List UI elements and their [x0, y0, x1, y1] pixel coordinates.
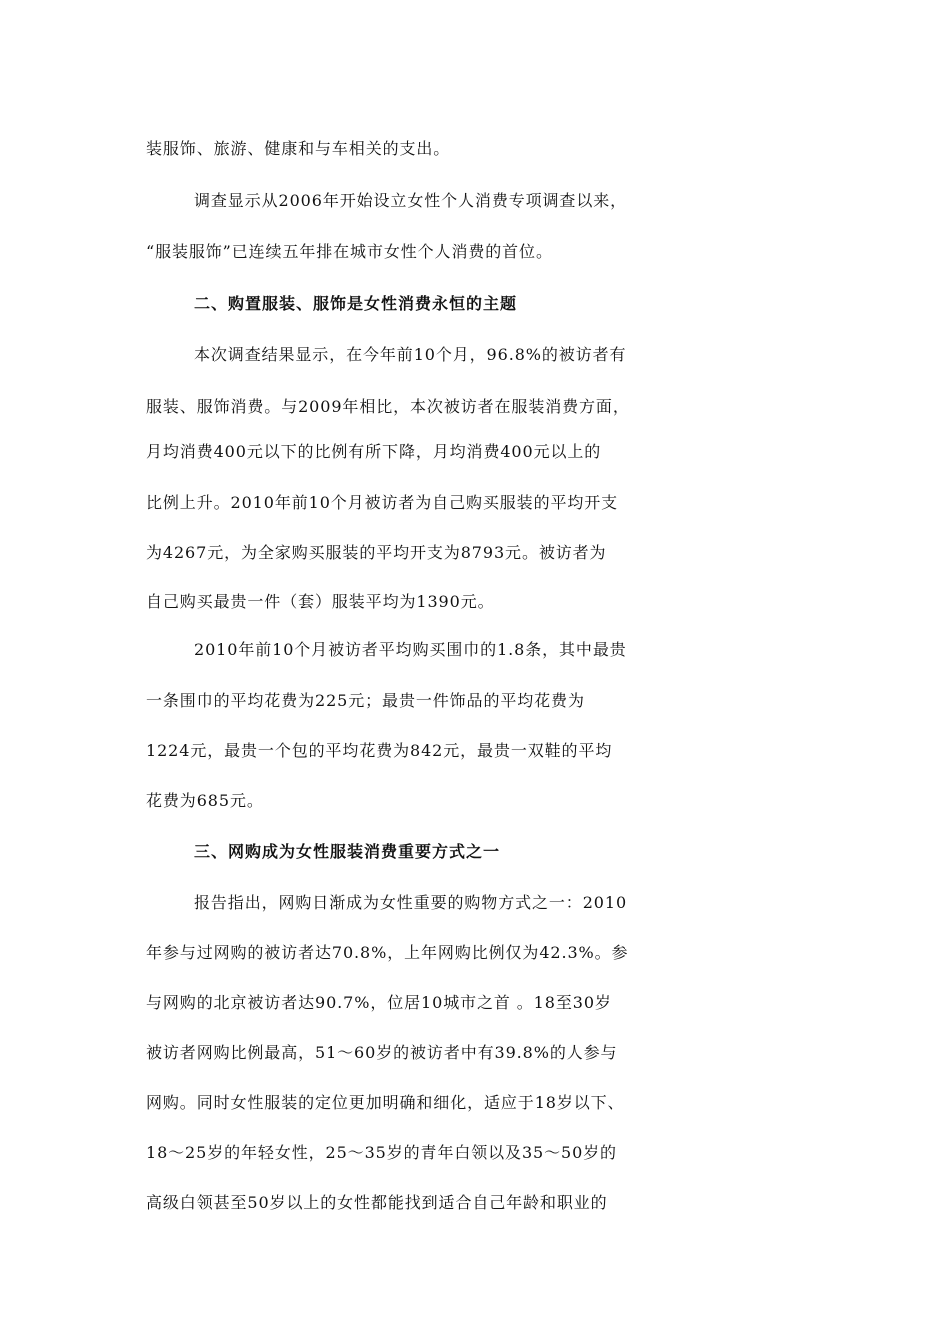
text-line: 花费为685元。 — [146, 791, 264, 810]
text-line: 18～25岁的年轻女性，25～35岁的青年白领以及35～50岁的 — [146, 1143, 617, 1162]
text-line: 服装、服饰消费。与2009年相比，本次被访者在服装消费方面， — [146, 397, 630, 416]
text-line: 1224元，最贵一个包的平均花费为842元，最贵一双鞋的平均 — [146, 741, 613, 760]
paragraph-first-line: 调查显示从2006年开始设立女性个人消费专项调查以来， — [194, 191, 628, 210]
paragraph-first-line: 本次调查结果显示，在今年前10个月，96.8%的被访者有 — [194, 345, 627, 364]
text-line: 与网购的北京被访者达90.7%，位居10城市之首 。18至30岁 — [146, 993, 612, 1012]
text-line: “服装服饰”已连续五年排在城市女性个人消费的首位。 — [146, 242, 553, 261]
section-heading-3: 三、网购成为女性服装消费重要方式之一 — [194, 842, 501, 861]
text-line: 被访者网购比例最高，51～60岁的被访者中有39.8%的人参与 — [146, 1043, 618, 1062]
text-line: 年参与过网购的被访者达70.8%，上年网购比例仅为42.3%。参 — [146, 943, 629, 962]
text-line: 一条围巾的平均花费为225元；最贵一件饰品的平均花费为 — [146, 691, 585, 710]
text-line: 网购。同时女性服装的定位更加明确和细化，适应于18岁以下、 — [146, 1093, 625, 1112]
text-line: 为4267元，为全家购买服装的平均开支为8793元。被访者为 — [146, 543, 607, 562]
paragraph-first-line: 2010年前10个月被访者平均购买围巾的1.8条，其中最贵 — [194, 640, 627, 659]
paragraph-first-line: 报告指出，网购日渐成为女性重要的购物方式之一：2010 — [194, 893, 628, 912]
text-line: 自己购买最贵一件（套）服装平均为1390元。 — [146, 592, 495, 611]
text-line: 装服饰、旅游、健康和与车相关的支出。 — [146, 139, 451, 158]
section-heading-2: 二、购置服装、服饰是女性消费永恒的主题 — [194, 294, 518, 313]
text-line: 月均消费400元以下的比例有所下降，月均消费400元以上的 — [146, 442, 602, 461]
text-line: 比例上升。2010年前10个月被访者为自己购买服装的平均开支 — [146, 493, 619, 512]
text-line: 高级白领甚至50岁以上的女性都能找到适合自己年龄和职业的 — [146, 1193, 608, 1212]
